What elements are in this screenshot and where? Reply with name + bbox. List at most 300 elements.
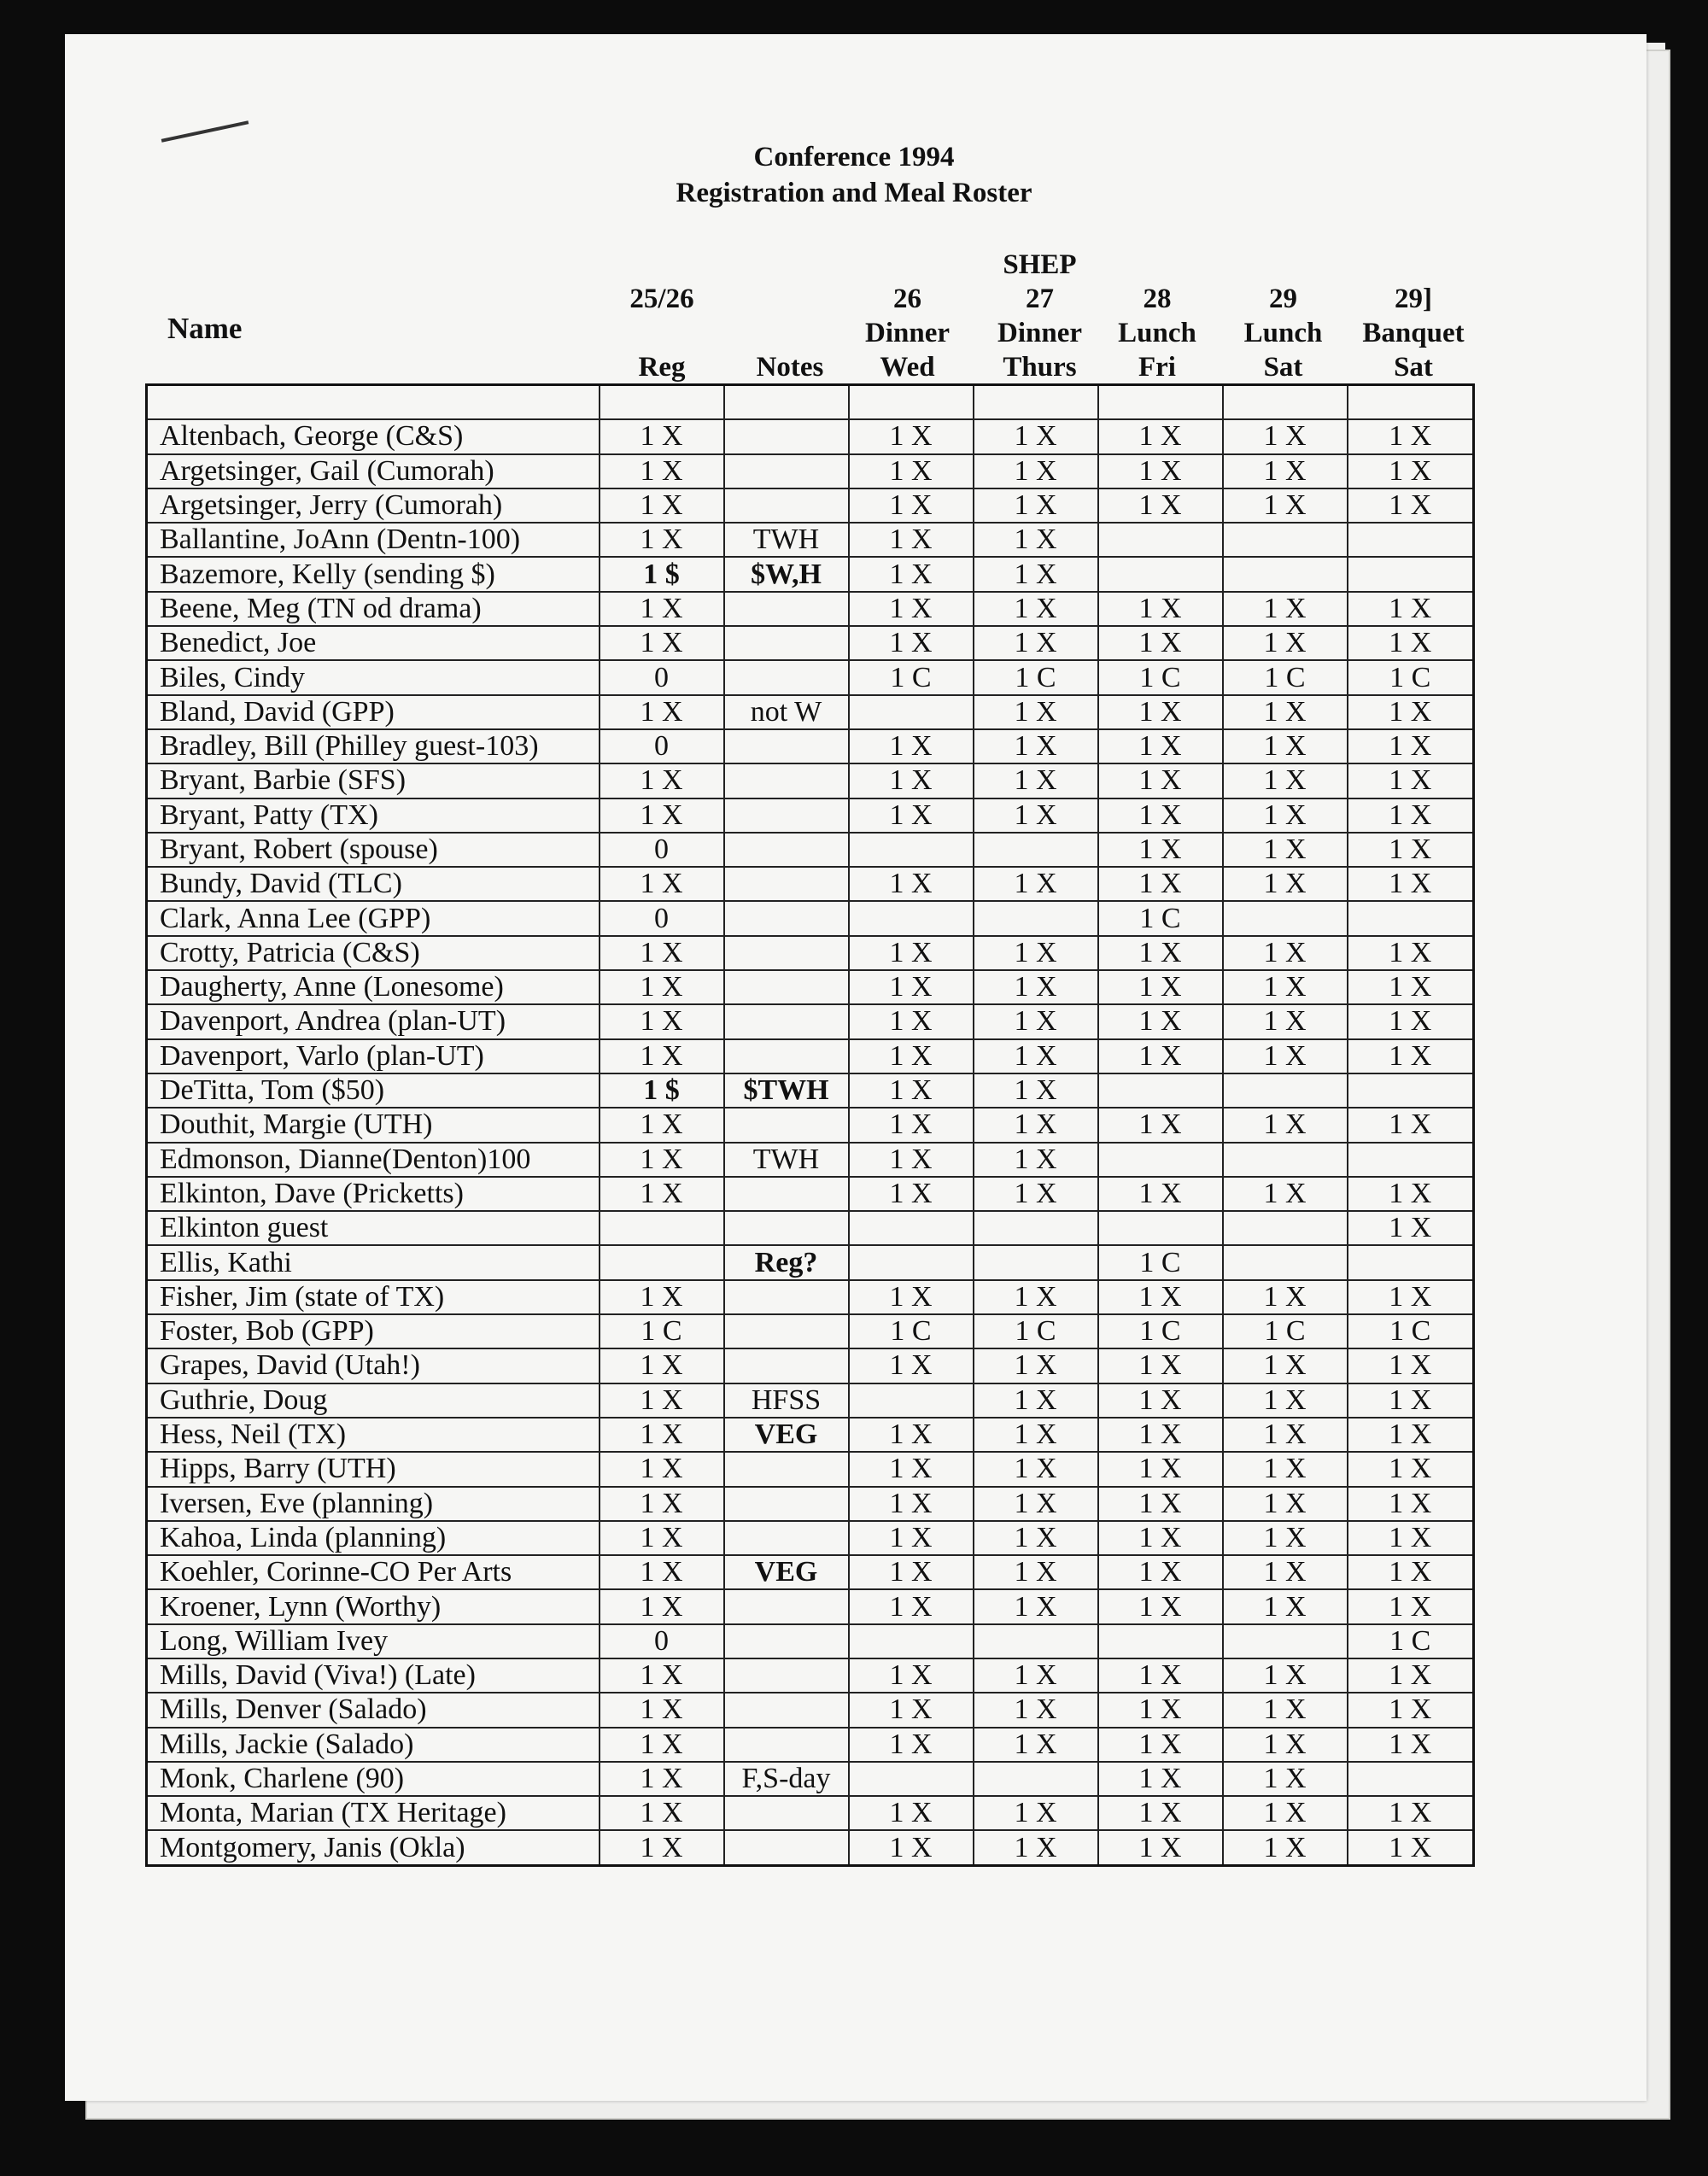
cell-d28 xyxy=(1098,1073,1223,1108)
cell-d27: 1 X xyxy=(974,1555,1098,1589)
cell-d27: 1 X xyxy=(974,695,1098,729)
cell-d29b: 1 C xyxy=(1348,1624,1474,1658)
cell-d29b: 1 X xyxy=(1348,1830,1474,1865)
cell-d28: 1 X xyxy=(1098,1108,1223,1142)
cell-notes xyxy=(724,936,849,970)
cell-d29l: 1 X xyxy=(1223,1589,1348,1623)
cell-d29l: 1 X xyxy=(1223,1004,1348,1038)
cell-d28 xyxy=(1098,1624,1223,1658)
cell-d28: 1 X xyxy=(1098,488,1223,523)
cell-reg: 1 X xyxy=(600,454,724,488)
cell-reg: 1 X xyxy=(600,488,724,523)
cell-d27: 1 C xyxy=(974,660,1098,694)
cell-d28: 1 X xyxy=(1098,419,1223,453)
cell-notes xyxy=(724,867,849,901)
cell-d26: 1 X xyxy=(849,1452,974,1486)
cell-notes xyxy=(724,1728,849,1762)
cell-d26: 1 X xyxy=(849,1589,974,1623)
cell-d26: 1 X xyxy=(849,1693,974,1727)
cell-d28: 1 X xyxy=(1098,1004,1223,1038)
cell-d29l: 1 X xyxy=(1223,970,1348,1004)
table-row xyxy=(147,1143,1474,1177)
column-header-notes: Notes xyxy=(756,352,824,383)
cell-reg: 1 X xyxy=(600,695,724,729)
cell-d29b: 1 X xyxy=(1348,1796,1474,1830)
cell-d28: 1 C xyxy=(1098,660,1223,694)
cell-d29b xyxy=(1348,523,1474,557)
cell-d29b: 1 X xyxy=(1348,1280,1474,1314)
cell-notes xyxy=(724,1796,849,1830)
cell-d26: 1 C xyxy=(849,660,974,694)
cell-d29b xyxy=(1348,901,1474,935)
cell-d27: 1 X xyxy=(974,523,1098,557)
cell-d29b: 1 X xyxy=(1348,626,1474,660)
cell-name: Iversen, Eve (planning) xyxy=(147,1487,600,1521)
cell-d29l xyxy=(1223,1245,1348,1279)
cell-notes xyxy=(724,1004,849,1038)
cell-reg: 1 X xyxy=(600,1280,724,1314)
cell-d28: 1 X xyxy=(1098,592,1223,626)
cell-d26: 1 X xyxy=(849,523,974,557)
cell-name: DeTitta, Tom ($50) xyxy=(147,1073,600,1108)
cell-d28: 1 X xyxy=(1098,1418,1223,1452)
cell-d26 xyxy=(849,1211,974,1245)
cell-reg: 0 xyxy=(600,660,724,694)
cell-reg: 1 $ xyxy=(600,557,724,591)
cell-d29l: 1 X xyxy=(1223,1348,1348,1383)
cell-d27: 1 X xyxy=(974,1073,1098,1108)
table-row xyxy=(147,1108,1474,1142)
table-row xyxy=(147,798,1474,833)
cell-d28: 1 X xyxy=(1098,936,1223,970)
cell-name: Elkinton, Dave (Pricketts) xyxy=(147,1177,600,1211)
cell-name: Guthrie, Doug xyxy=(147,1383,600,1418)
cell-d28: 1 X xyxy=(1098,1796,1223,1830)
cell-reg: 1 X xyxy=(600,1383,724,1418)
cell-d29l xyxy=(1223,523,1348,557)
cell-d26: 1 X xyxy=(849,592,974,626)
cell-d29l: 1 X xyxy=(1223,1177,1348,1211)
table-row xyxy=(147,695,1474,729)
cell-d29b: 1 X xyxy=(1348,936,1474,970)
cell-notes xyxy=(724,763,849,798)
cell-d27: 1 X xyxy=(974,1383,1098,1418)
cell-name: Elkinton guest xyxy=(147,1211,600,1245)
cell-notes: TWH xyxy=(724,1143,849,1177)
cell-reg: 1 X xyxy=(600,1555,724,1589)
cell-d27: 1 X xyxy=(974,454,1098,488)
cell-d29l xyxy=(1223,1073,1348,1108)
cell-name: Foster, Bob (GPP) xyxy=(147,1314,600,1348)
cell-notes xyxy=(724,1521,849,1555)
table-row xyxy=(147,763,1474,798)
cell-d28: 1 X xyxy=(1098,970,1223,1004)
cell-d29l xyxy=(1223,1211,1348,1245)
cell-d27: 1 X xyxy=(974,626,1098,660)
cell-d26 xyxy=(849,1245,974,1279)
cell-notes: $W,H xyxy=(724,557,849,591)
cell-d29l xyxy=(1223,557,1348,591)
cell-notes xyxy=(724,1039,849,1073)
cell-d26: 1 X xyxy=(849,1108,974,1142)
cell-reg: 1 X xyxy=(600,1452,724,1486)
cell-reg: 1 X xyxy=(600,1728,724,1762)
cell-d29l xyxy=(1223,1624,1348,1658)
cell-d28: 1 X xyxy=(1098,798,1223,833)
cell-d29l: 1 X xyxy=(1223,1521,1348,1555)
cell-d29b xyxy=(1348,1143,1474,1177)
cell-d29b: 1 X xyxy=(1348,454,1474,488)
cell-d29b: 1 C xyxy=(1348,1314,1474,1348)
cell-d29l: 1 X xyxy=(1223,454,1348,488)
cell-notes xyxy=(724,1280,849,1314)
cell-d29b xyxy=(1348,1073,1474,1108)
cell-d29l xyxy=(1223,901,1348,935)
cell-d29l: 1 X xyxy=(1223,1487,1348,1521)
cell-d27: 1 X xyxy=(974,763,1098,798)
cell-d29l: 1 X xyxy=(1223,626,1348,660)
cell-notes: $TWH xyxy=(724,1073,849,1108)
cell-reg: 1 X xyxy=(600,1521,724,1555)
cell-d28: 1 X xyxy=(1098,1589,1223,1623)
cell-d29b: 1 X xyxy=(1348,1521,1474,1555)
cell-d27: 1 X xyxy=(974,1521,1098,1555)
cell-d29b: 1 X xyxy=(1348,1589,1474,1623)
cell-d28: 1 X xyxy=(1098,763,1223,798)
cell-name: Mills, Denver (Salado) xyxy=(147,1693,600,1727)
cell-name: Hipps, Barry (UTH) xyxy=(147,1452,600,1486)
cell-d29b: 1 X xyxy=(1348,1658,1474,1693)
table-row xyxy=(147,1039,1474,1073)
table-row xyxy=(147,385,1474,420)
cell-reg: 0 xyxy=(600,833,724,867)
cell-d28 xyxy=(1098,557,1223,591)
cell-name: Monk, Charlene (90) xyxy=(147,1762,600,1796)
cell-d26: 1 X xyxy=(849,1555,974,1589)
cell-d26: 1 X xyxy=(849,454,974,488)
cell-reg: 0 xyxy=(600,729,724,763)
cell-d29b: 1 X xyxy=(1348,798,1474,833)
table-row xyxy=(147,592,1474,626)
cell-d29l: 1 X xyxy=(1223,695,1348,729)
cell-reg: 1 X xyxy=(600,936,724,970)
cell-d28: 1 X xyxy=(1098,695,1223,729)
cell-d29b: 1 X xyxy=(1348,1452,1474,1486)
cell-d27: 1 X xyxy=(974,1280,1098,1314)
cell-name: Ballantine, JoAnn (Dentn-100) xyxy=(147,523,600,557)
cell-d29b: 1 X xyxy=(1348,763,1474,798)
cell-d26 xyxy=(849,1383,974,1418)
cell-d27: 1 X xyxy=(974,488,1098,523)
cell-name: Daugherty, Anne (Lonesome) xyxy=(147,970,600,1004)
cell-d26: 1 X xyxy=(849,1039,974,1073)
cell-d27: 1 X xyxy=(974,1418,1098,1452)
cell-notes xyxy=(724,660,849,694)
cell-d28: 1 X xyxy=(1098,1521,1223,1555)
cell-reg: 1 X xyxy=(600,798,724,833)
cell-reg: 1 X xyxy=(600,1762,724,1796)
column-header-lunch-sat: 29 Lunch Sat xyxy=(1243,284,1323,383)
cell-d26 xyxy=(849,901,974,935)
cell-d26 xyxy=(849,695,974,729)
cell-d29l: 1 X xyxy=(1223,592,1348,626)
cell-d26: 1 X xyxy=(849,1280,974,1314)
table-row xyxy=(147,1004,1474,1038)
table-row xyxy=(147,1314,1474,1348)
cell-d28: 1 C xyxy=(1098,1314,1223,1348)
cell-d28: 1 X xyxy=(1098,1830,1223,1865)
table-row xyxy=(147,833,1474,867)
cell-d26: 1 X xyxy=(849,488,974,523)
table-row xyxy=(147,488,1474,523)
cell-d29l: 1 X xyxy=(1223,1693,1348,1727)
table-row xyxy=(147,1487,1474,1521)
cell-notes xyxy=(724,454,849,488)
cell-reg: 1 X xyxy=(600,1487,724,1521)
cell-d29b: 1 X xyxy=(1348,833,1474,867)
cell-d26: 1 X xyxy=(849,1348,974,1383)
cell-name: Bryant, Barbie (SFS) xyxy=(147,763,600,798)
table-row xyxy=(147,523,1474,557)
cell-d27: 1 X xyxy=(974,1452,1098,1486)
cell-d29b: 1 X xyxy=(1348,1728,1474,1762)
cell-d28: 1 X xyxy=(1098,1728,1223,1762)
cell-d29l: 1 X xyxy=(1223,1280,1348,1314)
cell-d26: 1 X xyxy=(849,1487,974,1521)
table-row xyxy=(147,1280,1474,1314)
cell-reg: 1 X xyxy=(600,1348,724,1383)
table-row xyxy=(147,1624,1474,1658)
cell-d28: 1 X xyxy=(1098,833,1223,867)
cell-d27: 1 X xyxy=(974,1728,1098,1762)
cell-name: Clark, Anna Lee (GPP) xyxy=(147,901,600,935)
cell-notes xyxy=(724,1108,849,1142)
cell-name: Mills, David (Viva!) (Late) xyxy=(147,1658,600,1693)
cell-d28: 1 X xyxy=(1098,454,1223,488)
cell-reg: 1 X xyxy=(600,1830,724,1865)
cell-notes xyxy=(724,1830,849,1865)
cell-d27: 1 X xyxy=(974,1039,1098,1073)
cell-d27: 1 C xyxy=(974,1314,1098,1348)
cell-d27 xyxy=(974,901,1098,935)
cell-d29b: 1 X xyxy=(1348,970,1474,1004)
cell-notes xyxy=(724,1658,849,1693)
cell-name: Benedict, Joe xyxy=(147,626,600,660)
document-subtitle: Registration and Meal Roster xyxy=(676,178,1032,208)
cell-reg xyxy=(600,385,724,420)
cell-d27: 1 X xyxy=(974,867,1098,901)
cell-d29b xyxy=(1348,1762,1474,1796)
table-row xyxy=(147,1073,1474,1108)
cell-d29b xyxy=(1348,557,1474,591)
cell-name: Kroener, Lynn (Worthy) xyxy=(147,1589,600,1623)
cell-name: Bryant, Patty (TX) xyxy=(147,798,600,833)
cell-d29b xyxy=(1348,1245,1474,1279)
cell-d27 xyxy=(974,385,1098,420)
cell-d28: 1 X xyxy=(1098,1383,1223,1418)
cell-d29b: 1 X xyxy=(1348,695,1474,729)
cell-d27: 1 X xyxy=(974,1658,1098,1693)
cell-name: Douthit, Margie (UTH) xyxy=(147,1108,600,1142)
cell-d29l: 1 X xyxy=(1223,1383,1348,1418)
cell-reg xyxy=(600,1211,724,1245)
cell-d26: 1 X xyxy=(849,798,974,833)
cell-name: Bryant, Robert (spouse) xyxy=(147,833,600,867)
cell-reg: 1 X xyxy=(600,1658,724,1693)
cell-d28 xyxy=(1098,385,1223,420)
cell-notes xyxy=(724,729,849,763)
cell-d29b: 1 X xyxy=(1348,1693,1474,1727)
table-row xyxy=(147,1658,1474,1693)
table-row xyxy=(147,1521,1474,1555)
table-row xyxy=(147,1383,1474,1418)
cell-d26: 1 X xyxy=(849,1658,974,1693)
cell-name: Argetsinger, Jerry (Cumorah) xyxy=(147,488,600,523)
cell-reg: 1 X xyxy=(600,523,724,557)
table-row xyxy=(147,1452,1474,1486)
cell-name: Altenbach, George (C&S) xyxy=(147,419,600,453)
cell-d27: 1 X xyxy=(974,1177,1098,1211)
cell-d29l: 1 X xyxy=(1223,1728,1348,1762)
cell-d29b: 1 X xyxy=(1348,867,1474,901)
cell-notes xyxy=(724,901,849,935)
cell-d29l: 1 X xyxy=(1223,1796,1348,1830)
cell-d29b: 1 X xyxy=(1348,1555,1474,1589)
cell-name: Argetsinger, Gail (Cumorah) xyxy=(147,454,600,488)
table-row xyxy=(147,1589,1474,1623)
cell-reg: 0 xyxy=(600,1624,724,1658)
cell-name: Mills, Jackie (Salado) xyxy=(147,1728,600,1762)
cell-d28: 1 X xyxy=(1098,1693,1223,1727)
cell-d29b: 1 X xyxy=(1348,1348,1474,1383)
table-row xyxy=(147,936,1474,970)
cell-notes xyxy=(724,1211,849,1245)
cell-notes xyxy=(724,1314,849,1348)
cell-d28: 1 X xyxy=(1098,867,1223,901)
cell-notes xyxy=(724,1589,849,1623)
cell-reg: 1 X xyxy=(600,867,724,901)
cell-name: Hess, Neil (TX) xyxy=(147,1418,600,1452)
cell-name: Crotty, Patricia (C&S) xyxy=(147,936,600,970)
cell-d26 xyxy=(849,385,974,420)
cell-d28: 1 X xyxy=(1098,1177,1223,1211)
cell-reg: 1 X xyxy=(600,1796,724,1830)
cell-d26 xyxy=(849,1762,974,1796)
cell-notes: VEG xyxy=(724,1555,849,1589)
cell-reg: 1 X xyxy=(600,1108,724,1142)
cell-d28: 1 X xyxy=(1098,1280,1223,1314)
cell-d29l xyxy=(1223,1143,1348,1177)
cell-reg: 0 xyxy=(600,901,724,935)
cell-d29b: 1 X xyxy=(1348,419,1474,453)
cell-d28: 1 C xyxy=(1098,901,1223,935)
cell-d27 xyxy=(974,833,1098,867)
table-row xyxy=(147,1418,1474,1452)
cell-d29l: 1 X xyxy=(1223,1452,1348,1486)
cell-reg xyxy=(600,1245,724,1279)
cell-d28 xyxy=(1098,1143,1223,1177)
cell-notes xyxy=(724,592,849,626)
cell-d29b: 1 X xyxy=(1348,1418,1474,1452)
cell-d29l: 1 X xyxy=(1223,763,1348,798)
table-row xyxy=(147,1728,1474,1762)
cell-d29b: 1 X xyxy=(1348,1004,1474,1038)
cell-d28: 1 X xyxy=(1098,626,1223,660)
cell-d27: 1 X xyxy=(974,592,1098,626)
cell-name: Edmonson, Dianne(Denton)100 xyxy=(147,1143,600,1177)
cell-d28: 1 X xyxy=(1098,1658,1223,1693)
table-row xyxy=(147,1555,1474,1589)
cell-d28: 1 X xyxy=(1098,1348,1223,1383)
column-header-dinner-wed: 26 Dinner Wed xyxy=(865,284,950,383)
cell-d28: 1 X xyxy=(1098,1452,1223,1486)
cell-reg: 1 X xyxy=(600,592,724,626)
table-row xyxy=(147,729,1474,763)
cell-d26: 1 X xyxy=(849,970,974,1004)
cell-d29l: 1 X xyxy=(1223,867,1348,901)
table-row xyxy=(147,1830,1474,1865)
cell-reg: 1 $ xyxy=(600,1073,724,1108)
column-header-banquet-sat: 29] Banquet Sat xyxy=(1362,284,1465,383)
table-row xyxy=(147,1762,1474,1796)
column-header-name: Name xyxy=(167,312,243,345)
cell-notes: HFSS xyxy=(724,1383,849,1418)
cell-d27: 1 X xyxy=(974,1830,1098,1865)
cell-reg: 1 X xyxy=(600,1418,724,1452)
cell-name: Monta, Marian (TX Heritage) xyxy=(147,1796,600,1830)
table-row xyxy=(147,1177,1474,1211)
cell-reg: 1 X xyxy=(600,626,724,660)
cell-d26: 1 X xyxy=(849,867,974,901)
cell-d29l: 1 X xyxy=(1223,936,1348,970)
cell-name: Bundy, David (TLC) xyxy=(147,867,600,901)
column-header-reg: 25/26 Reg xyxy=(629,284,694,383)
table-row xyxy=(147,454,1474,488)
cell-name: Davenport, Andrea (plan-UT) xyxy=(147,1004,600,1038)
cell-d27: 1 X xyxy=(974,1108,1098,1142)
cell-name: Grapes, David (Utah!) xyxy=(147,1348,600,1383)
cell-d29l: 1 X xyxy=(1223,1108,1348,1142)
cell-name: Bland, David (GPP) xyxy=(147,695,600,729)
cell-d28: 1 X xyxy=(1098,1762,1223,1796)
cell-reg: 1 X xyxy=(600,1177,724,1211)
cell-d26: 1 X xyxy=(849,419,974,453)
cell-d29l: 1 C xyxy=(1223,1314,1348,1348)
cell-d29l: 1 X xyxy=(1223,833,1348,867)
cell-d26: 1 X xyxy=(849,1073,974,1108)
cell-reg: 1 X xyxy=(600,1039,724,1073)
cell-d26: 1 X xyxy=(849,1004,974,1038)
cell-d29l: 1 X xyxy=(1223,729,1348,763)
cell-d28: 1 X xyxy=(1098,1555,1223,1589)
cell-notes xyxy=(724,1452,849,1486)
cell-notes xyxy=(724,798,849,833)
cell-d28: 1 X xyxy=(1098,1039,1223,1073)
cell-notes: not W xyxy=(724,695,849,729)
cell-reg: 1 X xyxy=(600,419,724,453)
cell-d27: 1 X xyxy=(974,1348,1098,1383)
table-row xyxy=(147,660,1474,694)
cell-notes: VEG xyxy=(724,1418,849,1452)
cell-d26: 1 X xyxy=(849,1143,974,1177)
cell-name: Montgomery, Janis (Okla) xyxy=(147,1830,600,1865)
table-row xyxy=(147,1211,1474,1245)
cell-d26: 1 X xyxy=(849,763,974,798)
column-header-lunch-fri: 28 Lunch Fri xyxy=(1118,284,1196,383)
table-row xyxy=(147,1693,1474,1727)
cell-name: Long, William Ivey xyxy=(147,1624,600,1658)
cell-d26: 1 X xyxy=(849,936,974,970)
